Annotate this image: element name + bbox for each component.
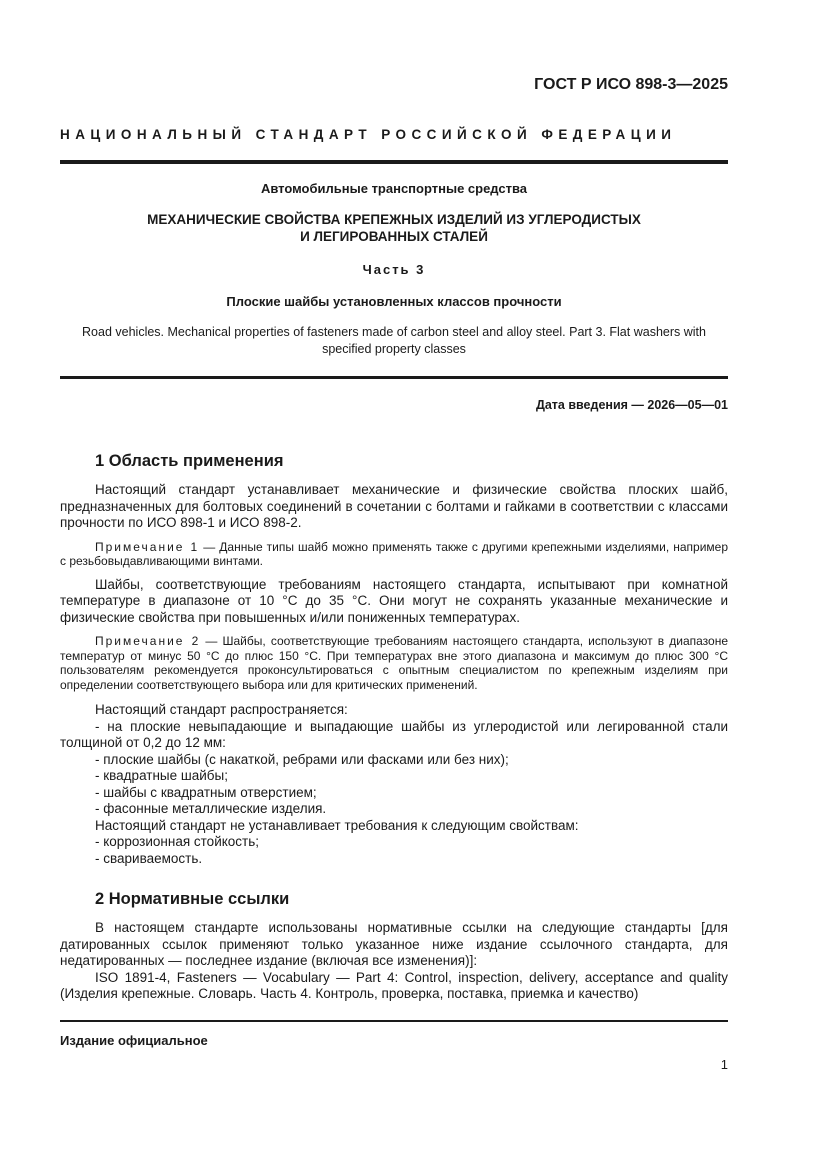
title-main-line1: МЕХАНИЧЕСКИЕ СВОЙСТВА КРЕПЕЖНЫХ ИЗДЕЛИЙ ИЗ УГЛЕРОДИСТЫХ [147,212,641,227]
title-english: Road vehicles. Mechanical properties of fasteners made of carbon steel and alloy steel. Part 3. Flat washers with specified property classes [82,325,706,356]
section1-paragraph3: Настоящий стандарт распространяется: [95,702,348,717]
title-main-line2: И ЛЕГИРОВАННЫХ СТАЛЕЙ [300,229,488,244]
section2-heading: 2 Нормативные ссылки [95,890,290,908]
document-code: ГОСТ Р ИСО 898-3—2025 [534,76,728,93]
section1-heading: 1 Область применения [95,452,284,470]
note1-text: — Данные типы шайб можно применять также с другими крепежными изделиями, например с резьбовыдавливающими винтами. [60,539,729,568]
section2-paragraph2: ISO 1891-4, Fasteners — Vocabulary — Part 4: Control, inspection, delivery, acceptance and quality (Изделия крепежные. Словарь. Часть 4. Контроль, проверка, поставка, приемка и качество) [60,969,728,1001]
list-item: - квадратные шайбы; [95,768,228,783]
title-part-name: Плоские шайбы установленных классов прочности [226,294,562,309]
section1-paragraph4: - на плоские невыпадающие и выпадающие шайбы из углеродистой или легированной стали толщиной от 0,2 до 12 мм: [60,718,728,750]
section1-note2 [60,634,728,692]
list-item: - свариваемость. [95,850,203,866]
footer-rule [60,1020,728,1022]
title-main [60,211,728,245]
section1-paragraph2: Шайбы, соответствующие требованиям настоящего стандарта, испытывают при комнатной температуре в диапазоне от 10 °C до 35 °C. Они могут не сохранять указанные механические и физические свойства при повышенных и/или пониженных температурах. [60,576,728,625]
list-item: - коррозионная стойкость; [95,834,260,849]
edition-label: Издание официальное [60,1033,208,1048]
title-rule [60,376,728,379]
list-item: - шайбы с квадратным отверстием; [95,784,317,800]
section1-body [60,482,728,867]
list-item: - фасонные металлические изделия. [95,801,327,816]
list-item: - плоские шайбы (с накаткой, ребрами или фасками или без них); [95,751,509,767]
top-rule [60,160,728,164]
introduction-date: Дата введения — 2026—05—01 [535,398,728,412]
title-subject: Автомобильные транспортные средства [260,181,528,196]
section1-note1 [60,540,728,569]
page-number: 1 [720,1057,728,1072]
title-part: Часть 3 [362,262,426,277]
section2-paragraph1: В настоящем стандарте использованы нормативные ссылки на следующие стандарты [для датированных ссылок применяют только указанное ниже издание ссылочного стандарта, для недатированных — последнее издание (включая все изменения)]: [60,920,728,968]
section2-body [60,920,728,1003]
section1-paragraph1: Настоящий стандарт устанавливает механические и физические свойства плоских шайб, предназначенных для болтовых соединений в сочетании с болтами и гайками в соответствии с классами прочности по ИСО 898-1 и ИСО 898-2. [60,482,728,530]
note2-text: — Шайбы, соответствующие требованиям настоящего стандарта, используют в диапазоне температур от минус 50 °C до плюс 150 °C. При температурах вне этого диапазона и максимум до плюс 300 °C пользователям рекомендуется проконсультироваться с опытным специалистом по крепежным изделиям при определении соответствующего выбора или для критических применений. [60,634,728,692]
note2-label: Примечание 2 [95,634,201,648]
note1-label: Примечание 1 [95,539,200,554]
national-standard-banner: НАЦИОНАЛЬНЫЙ СТАНДАРТ РОССИЙСКОЙ ФЕДЕРАЦИИ [60,127,677,142]
section1-paragraph5: Настоящий стандарт не устанавливает требования к следующим свойствам: [95,817,579,833]
